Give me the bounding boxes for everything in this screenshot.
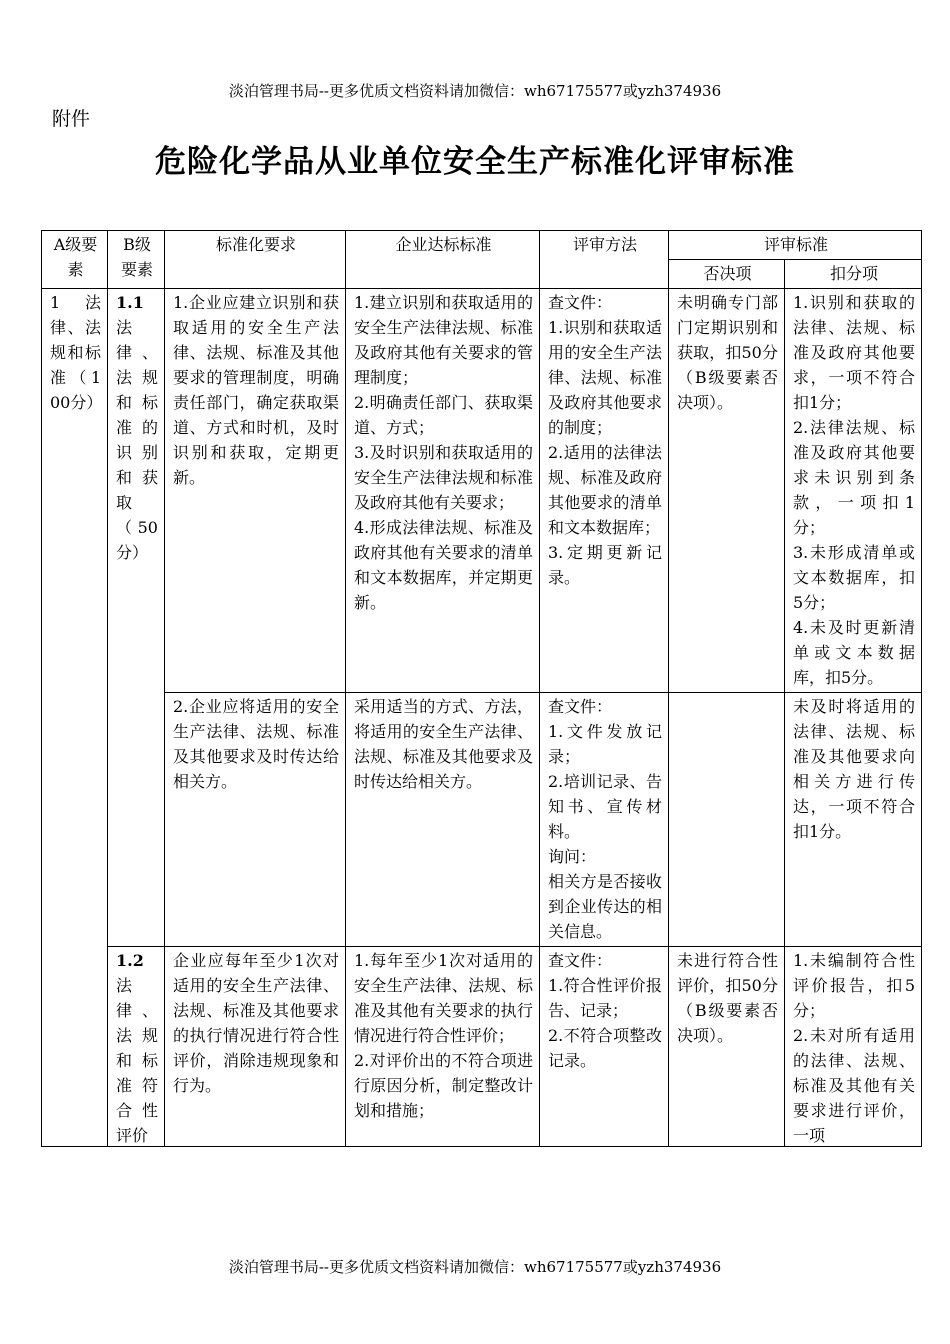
header-requirement: 标准化要求 [165,231,346,289]
deduction-cell [785,947,922,1147]
a-element-cell: 1 法律、法规和标准（100分） [42,289,108,1147]
attachment-label: 附件 [52,108,91,130]
enterprise-standard-cell: 1.建立识别和获取适用的安全生产法律法规、标准及政府其他有关要求的管理制度； 2.明确责任部门、获取渠道、方式； 3.及时识别和获取适用的安全生产法律法规和标准及政府其他有关要求； 4.形成法律法规、标准及政府其他有关要求的清单和文本数据库，并定期更新。 [346,289,540,693]
method-cell: 查文件： 1.文件发放记录； 2.培训记录、告知书、宣传材料。 询问： 相关方是否接收到企业传达的相关信息。 [540,693,669,947]
header-a-level: A级要素 [42,231,108,289]
enterprise-standard-cell: 采用适当的方式、方法，将适用的安全生产法律、法规、标准及其他要求及时传达给相关方。 [346,693,540,947]
deduction-text: 1.未编制符合性评价报告，扣5分； 2.未对所有适用的法律、法规、标准及其他有关要求进行评价，一项 [793,951,916,1145]
document-title: 危险化学品从业单位安全生产标准化评审标准 [155,144,795,180]
evaluation-standard-table [41,230,922,1147]
footer-watermark: 淡泊管理书局--更多优质文档资料请加微信：wh67175577或yzh374936 [228,1258,722,1276]
veto-text: 未进行符合性评价，扣50分（B级要素否决项）。 [677,951,778,1045]
requirement-cell: 2.企业应将适用的安全生产法律、法规、标准及其他要求及时传达给相关方。 [165,693,346,947]
table-header-row [42,231,922,260]
method-text: 查文件： 1.符合性评价报告、记录； 2.不符合项整改记录。 [548,951,662,1070]
method-cell [540,947,669,1147]
veto-cell [669,693,785,947]
header-deduction: 扣分项 [785,260,922,289]
header-criteria: 评审标准 [669,231,922,260]
method-cell: 查文件： 1.识别和获取适用的安全生产法律、法规、标准及政府其他要求的制度； 2.适用的法律法规、标准及政府其他要求的清单和文本数据库； 3.定期更新记录。 [540,289,669,693]
header-b-level: B级要素 [108,231,165,289]
veto-cell [669,947,785,1147]
b-element-code: 1.1 [116,293,144,312]
b-element-name: 法律、法规和标准符合性评价 [116,976,158,1145]
enterprise-standard-cell [346,947,540,1147]
header-watermark: 淡泊管理书局--更多优质文档资料请加微信：wh67175577或yzh374936 [228,82,722,100]
b-element-cell [108,947,165,1147]
deduction-cell: 未及时将适用的法律、法规、标准及其他要求向相关方进行传达，一项不符合扣1分。 [785,693,922,947]
requirement-cell: 1.企业应建立识别和获取适用的安全生产法律、法规、标准及其他要求的管理制度，明确责任部门，确定获取渠道、方式和时机，及时识别和获取，定期更新。 [165,289,346,693]
veto-cell: 未明确专门部门定期识别和获取，扣50分（B级要素否决项）。 [669,289,785,693]
table-row [42,289,922,693]
enterprise-standard-text: 1.每年至少1次对适用的安全生产法律、法规、标准及其他有关要求的执行情况进行符合性评价； 2.对评价出的不符合项进行原因分析，制定整改计划和措施； [354,951,533,1120]
header-veto: 否决项 [669,260,785,289]
deduction-cell: 1.识别和获取的法律、法规、标准及政府其他要求，一项不符合扣1分； 2.法律法规、标准及政府其他要求未识别到条款，一项扣1分； 3.未形成清单或文本数据库，扣5分； 4.未及时更新清单或文本数据库，扣5分。 [785,289,922,693]
table-row [42,947,922,1147]
table-row [42,693,922,947]
b-element-code: 1.2 [116,951,144,970]
requirement-text: 企业应每年至少1次对适用的安全生产法律、法规、标准及其他要求的执行情况进行符合性评价，消除违规现象和行为。 [173,951,339,1095]
header-method: 评审方法 [540,231,669,289]
header-enterprise-standard: 企业达标标准 [346,231,540,289]
requirement-cell [165,947,346,1147]
b-element-name: 法律、法规和标准的识别和获取（50分） [116,318,158,562]
b-element-cell [108,289,165,947]
